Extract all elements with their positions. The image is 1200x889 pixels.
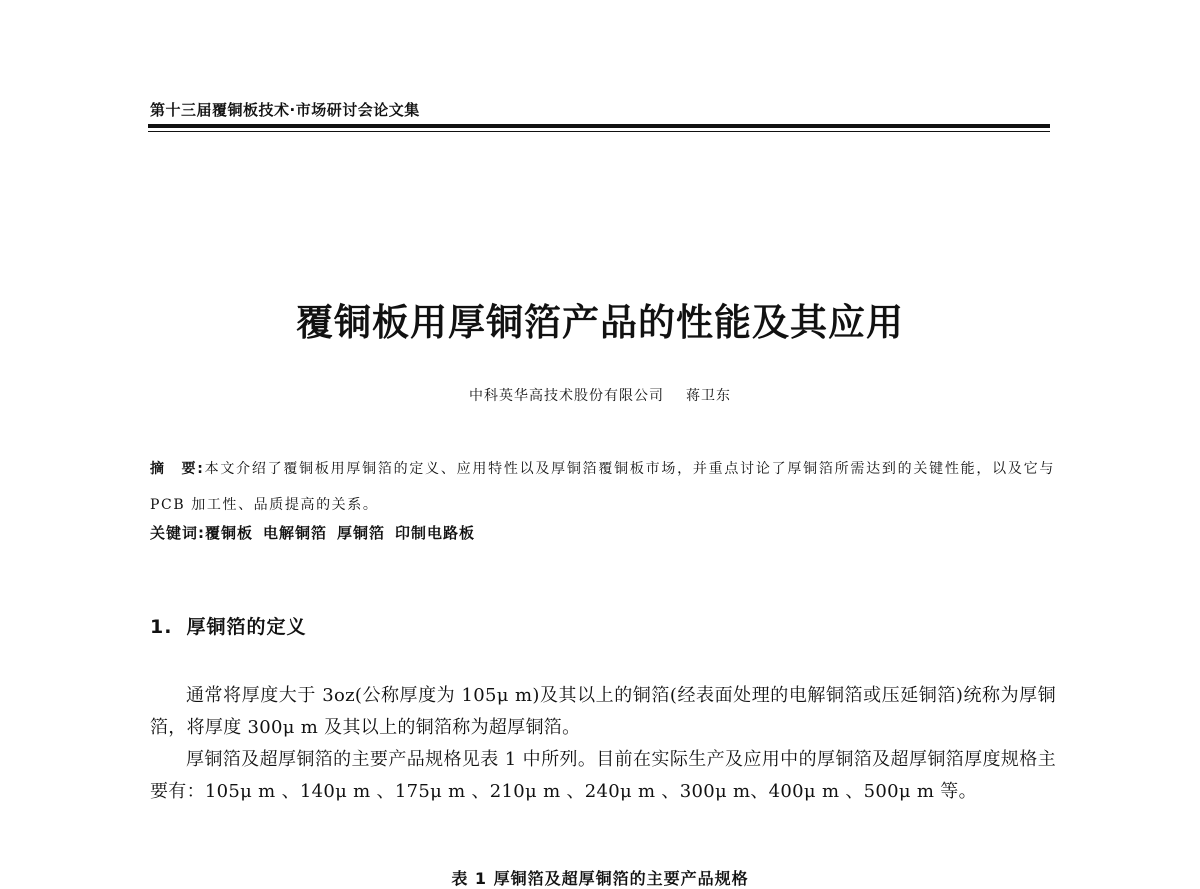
running-head: 第十三届覆铜板技术·市场研讨会论文集 — [150, 101, 420, 119]
header-rule-thin — [148, 131, 1050, 132]
abstract-label: 摘 要: — [150, 461, 205, 477]
keywords-label: 关键词: — [150, 524, 205, 542]
byline — [0, 385, 1200, 405]
paragraph: 通常将厚度大于 3oz(公称厚度为 105μ m)及其以上的铜箔(经表面处理的电解铜箔或压延铜箔)统称为厚铜箔，将厚度 300μ m 及其以上的铜箔称为超厚铜箔。 — [150, 685, 1056, 738]
section-title: 厚铜箔的定义 — [186, 616, 307, 638]
keyword: 印制电路板 — [395, 524, 476, 542]
keywords — [150, 522, 485, 543]
header-rule-thick — [148, 124, 1050, 128]
author: 蒋卫东 — [686, 388, 731, 404]
keyword: 电解铜箔 — [263, 524, 328, 542]
table-caption: 表 1 厚铜箔及超厚铜箔的主要产品规格 — [451, 869, 749, 888]
body-text — [150, 680, 1056, 808]
abstract-text: 本文介绍了覆铜板用厚铜箔的定义、应用特性以及厚铜箔覆铜板市场，并重点讨论了厚铜箔所需达到的关键性能，以及它与 PCB 加工性、品质提高的关系。 — [150, 461, 1055, 513]
paragraph: 厚铜箔及超厚铜箔的主要产品规格见表 1 中所列。目前在实际生产及应用中的厚铜箔及超厚铜箔厚度规格主要有：105μ m 、140μ m 、175μ m 、210μ m 、240μ m 、300μ m、400μ m 、500μ m 等。 — [150, 749, 1056, 802]
paper-title: 覆铜板用厚铜箔产品的性能及其应用 — [296, 301, 904, 344]
abstract — [150, 451, 1055, 523]
section-heading — [150, 612, 306, 639]
keyword: 厚铜箔 — [337, 524, 386, 542]
section-number: 1. — [150, 616, 173, 638]
keyword: 覆铜板 — [205, 524, 254, 542]
affiliation: 中科英华高技术股份有限公司 — [469, 388, 664, 404]
